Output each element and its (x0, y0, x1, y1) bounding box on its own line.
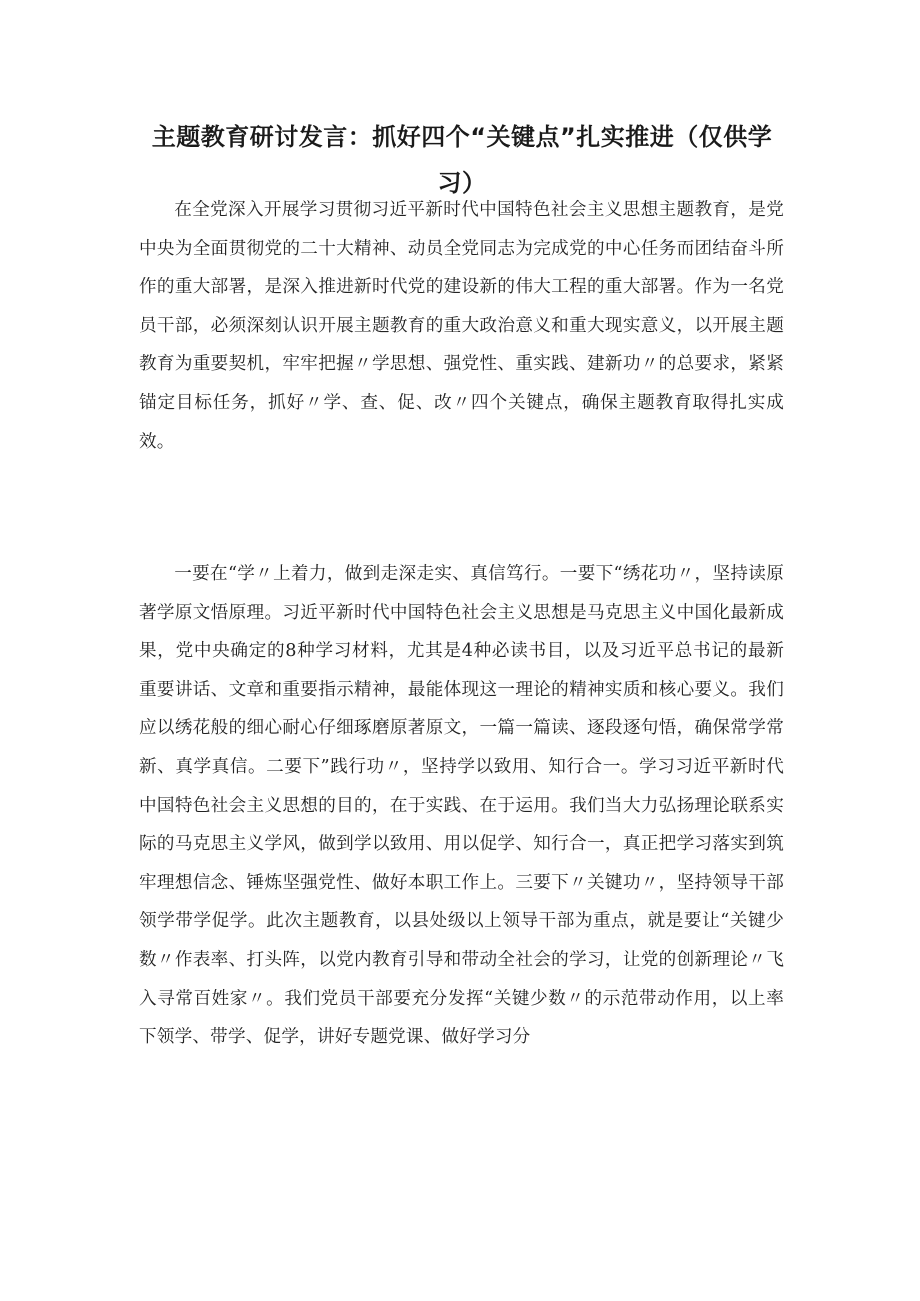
body-paragraph-intro: 在全党深入开展学习贯彻习近平新时代中国特色社会主义思想主题教育，是党中央为全面贯彻党的二十大精神、动员全党同志为完成党的中心任务而团结奋斗所作的重大部署，是深入推进新时代党的建设新的伟大工程的重大部署。作为一名党员干部，必须深刻认识开展主题教育的重大政治意义和重大现实意义，以开展主题教育为重要契机，牢牢把握〃学思想、强党性、重实践、建新功〃的总要求，紧紧锚定目标任务，抓好〃学、查、促、改〃四个关键点，确保主题教育取得扎实成效。 (139, 200, 784, 452)
document-title: 主题教育研讨发言：抓好四个“关键点”扎实推进（仅供学习） (151, 123, 773, 197)
body-paragraph-study: 一要在“学〃上着力，做到走深走实、真信笃行。一要下“绣花功〃，坚持读原著学原文悟原理。习近平新时代中国特色社会主义思想是马克思主义中国化最新成果，党中央确定的8种学习材料，尤其是4种必读书目，以及习近平总书记的最新重要讲话、文章和重要指示精神，最能体现这一理论的精神实质和核心要义。我们应以绣花般的细心耐心仔细琢磨原著原文，一篇一篇读、逐段逐句悟，确保常学常新、真学真信。二要下”践行功〃，坚持学以致用、知行合一。学习习近平新时代中国特色社会主义思想的目的，在于实践、在于运用。我们当大力弘扬理论联系实际的马克思主义学风，做到学以致用、用以促学、知行合一，真正把学习落实到筑牢理想信念、锤炼坚强党性、做好本职工作上。三要下〃关键功〃，坚持领导干部领学带学促学。此次主题教育，以县处级以上领导干部为重点，就是要让“关键少数〃作表率、打头阵，以党内教育引导和带动全社会的学习，让党的创新理论〃飞入寻常百姓家〃。我们党员干部要充分发挥“关键少数〃的示范带动作用，以上率下领学、带学、促学，讲好专题党课、做好学习分 (139, 564, 784, 1048)
